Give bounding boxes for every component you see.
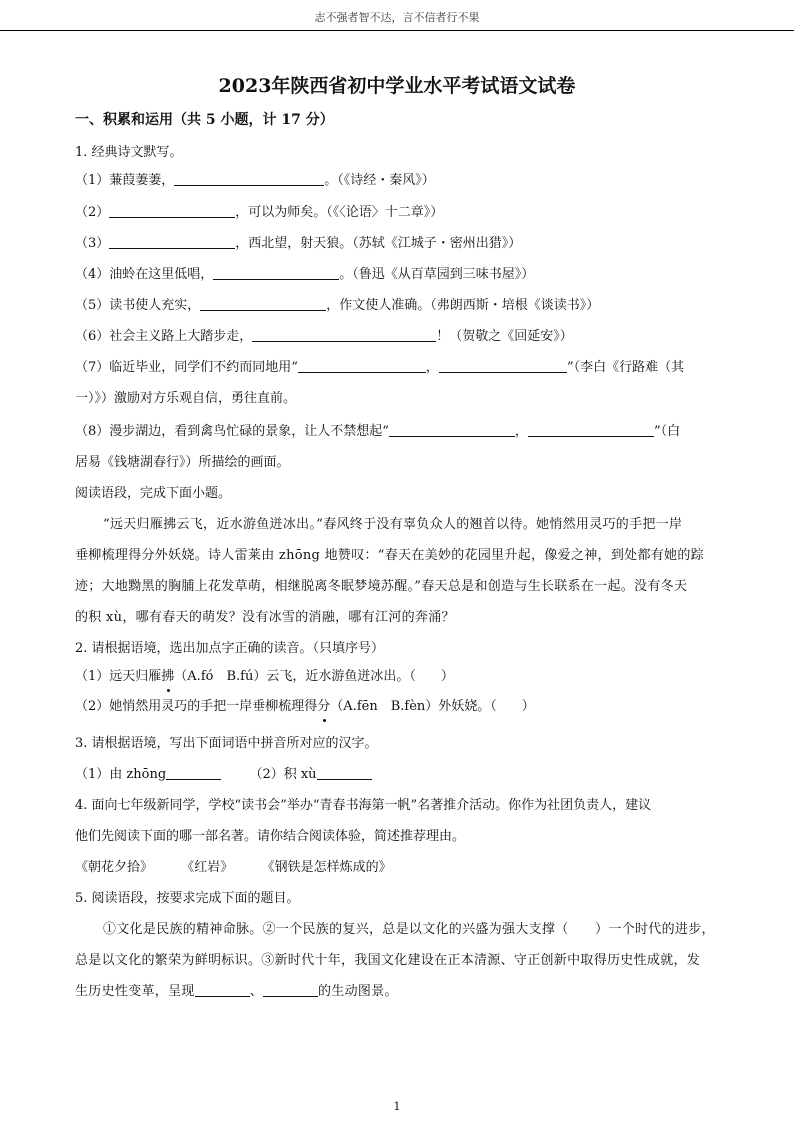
answer-blank[interactable] [389, 422, 515, 437]
answer-paren[interactable]: ） [440, 669, 454, 684]
q1-item-7-cont: 一）》）激励对方乐观自信，勇往直前。 [75, 391, 297, 406]
q1-stem: 1. 经典诗文默写。 [75, 145, 183, 160]
dotted-char: 拂 [161, 667, 174, 687]
book-title: 《红岩》 [181, 860, 234, 875]
q4-stem-line-1: 4. 面向七年级新同学，学校“读书会”举办“青春书海第一帆”名著推介活动。你作为社团负责人，建议 [75, 798, 652, 813]
book-title: 《朝花夕拾》 [75, 860, 154, 875]
q1-item-8: （8）漫步湖边，看到禽鸟忙碌的景象，让人不禁想起“ ， ”（白 [75, 424, 681, 439]
q1-item-5: （5）读书使人充实， ，作文使人准确。（弗朗西斯・培根《谈读书》） [75, 298, 600, 313]
reading-instruction: 阅读语段，完成下面小题。 [75, 486, 232, 501]
q2-item-2: （2）她悄然用灵巧的手把一岸垂柳梳理得分（A.fēn B.fèn）外妖娆。（ ） [75, 697, 723, 717]
q3-stem: 3. 请根据语境，写出下面词语中拼音所对应的汉字。 [75, 736, 378, 751]
q1-item-3: （3） ，西北望，射天狼。（苏轼《江城子・密州出猎》） [75, 236, 522, 251]
q1-item-7: （7）临近毕业，同学们不约而同地用“ ， ”（李白《行路难（其 [75, 360, 685, 375]
q3-items: （1）由 zhōng （2）积 xù [75, 765, 723, 785]
reading-paragraph-line: 垂柳梳理得分外妖娆。诗人雷莱由 zhōng 地赞叹：“春天在美妙的花园里升起，像爱之神，到处都有她的踪 [75, 548, 704, 563]
header-rule [0, 30, 794, 31]
answer-paren[interactable]: ） [521, 699, 535, 714]
answer-blank[interactable] [174, 171, 324, 186]
page-number: 1 [393, 1100, 401, 1113]
q2-item-1: （1）远天归雁拂（A.fó B.fú）云飞，近水游鱼迸冰出。（ ） [75, 667, 723, 687]
q5-stem: 5. 阅读语段，按要求完成下面的题目。 [75, 891, 300, 906]
answer-blank[interactable] [439, 358, 567, 373]
section-heading: 一、积累和运用（共 5 小题，计 17 分） [75, 112, 334, 128]
q1-item-6: （6）社会主义路上大踏步走， ！（贺敬之《回延安》） [75, 329, 573, 344]
answer-blank[interactable] [263, 982, 318, 997]
q5-paragraph-line: 生历史性变革，呈现 、 的生动图景。 [75, 984, 398, 999]
q1-item-8-cont: 居易《钱塘湖春行》）所描绘的画面。 [75, 455, 290, 470]
q1-item-4: （4）油蛉在这里低唱， 。（鲁迅《从百草园到三味书屋》） [75, 267, 535, 282]
answer-blank[interactable] [213, 265, 339, 280]
answer-blank[interactable] [317, 765, 372, 780]
header-motto: 志不强者智不达，言不信者行不果 [314, 11, 480, 24]
answer-blank[interactable] [298, 358, 426, 373]
answer-blank[interactable] [195, 982, 250, 997]
q1-item-1: （1）蒹葭萋萋， 。（《诗经・秦风》） [75, 173, 435, 188]
q5-paragraph-line: ①文化是民族的精神命脉。②一个民族的复兴，总是以文化的兴盛为强大支撑（ ）一个时代的进步， [103, 922, 715, 937]
reading-paragraph-line: 的积 xù，哪有春天的萌发？没有冰雪的消融，哪有江河的奔涌？ [75, 610, 455, 625]
answer-blank[interactable] [166, 765, 221, 780]
answer-blank[interactable] [528, 422, 654, 437]
q4-book-list [75, 858, 723, 878]
reading-paragraph-line: 迹；大地黝黑的胸脯上花发草萌，相继脱离冬眠梦境苏醒。”春天总是和创造与生长联系在一起。没有冬天 [75, 579, 688, 594]
answer-blank[interactable] [200, 296, 326, 311]
q1-item-2: （2） ，可以为师矣。（《〈论语〉十二章》） [75, 205, 444, 220]
reading-paragraph-line: “远天归雁拂云飞，近水游鱼迸冰出。”春风终于没有辜负众人的翘首以待。她悄然用灵巧的手把一岸 [103, 517, 683, 532]
dotted-char: 分 [317, 697, 330, 717]
book-title: 《钢铁是怎样炼成的》 [261, 860, 392, 875]
exam-title: 2023年陕西省初中学业水平考试语文试卷 [218, 75, 576, 97]
q2-stem: 2. 请根据语境，选出加点字正确的读音。（只填序号） [75, 641, 385, 656]
answer-blank[interactable] [109, 234, 235, 249]
q5-paragraph-line: 总是以文化的繁荣为鲜明标识。③新时代十年，我国文化建设在正本清源、守正创新中取得历史性成就，发 [75, 953, 701, 968]
answer-blank[interactable] [252, 327, 436, 342]
answer-blank[interactable] [109, 203, 235, 218]
q4-stem-line-2: 他们先阅读下面的哪一部名著。请你结合阅读体验，简述推荐理由。 [75, 829, 466, 844]
